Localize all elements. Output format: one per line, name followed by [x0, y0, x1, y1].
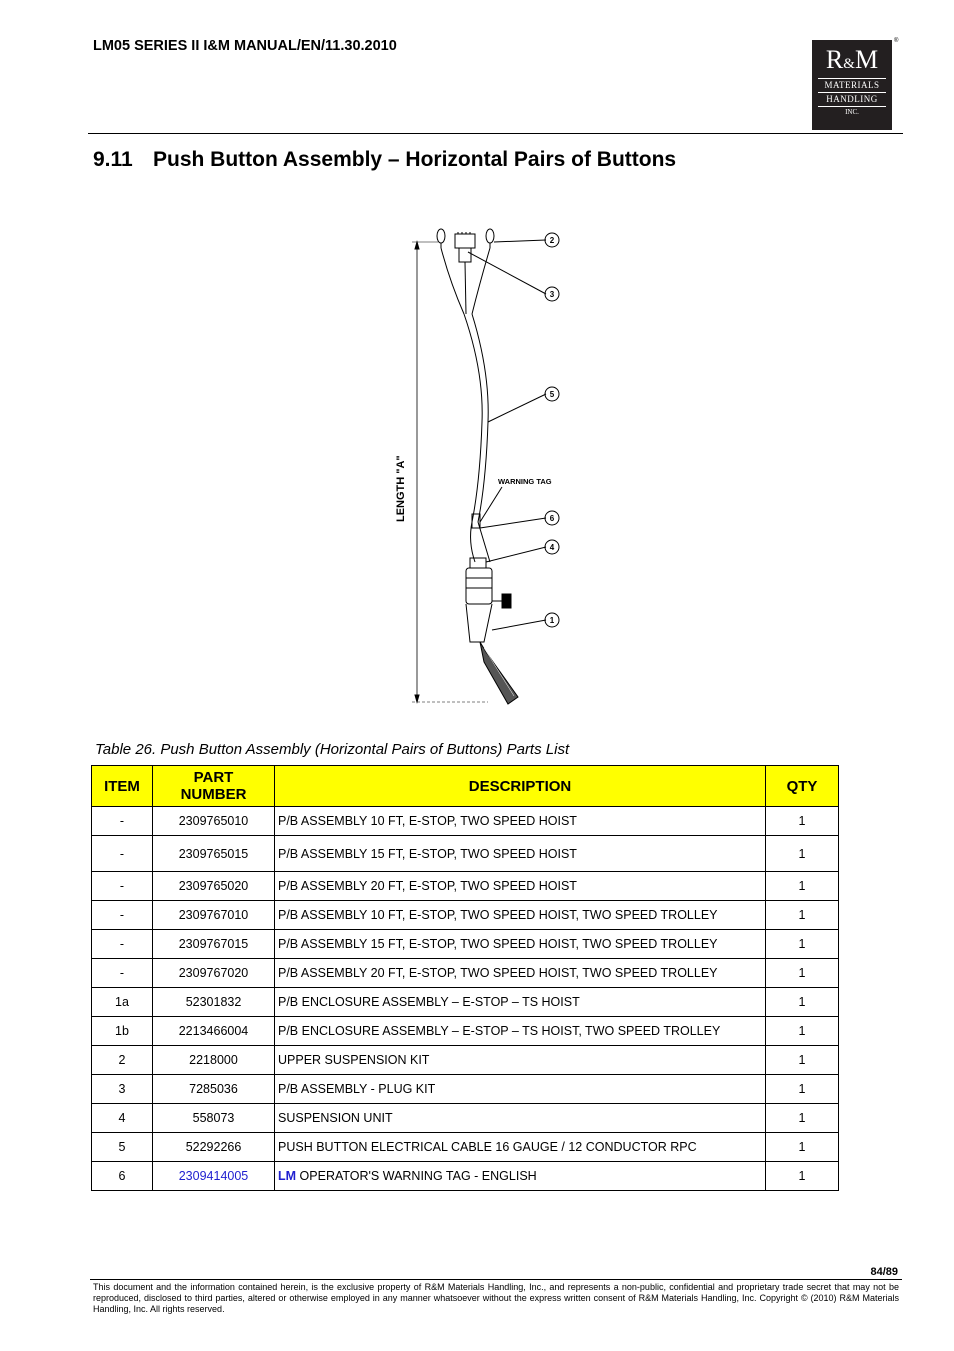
header-divider	[88, 133, 903, 134]
cell-description	[275, 959, 766, 988]
cell-part-number: 2309414005	[153, 1162, 275, 1191]
cell-part-number: 2309767010	[153, 901, 275, 930]
cell-description	[275, 872, 766, 901]
cell-qty: 1	[766, 1075, 839, 1104]
table-row	[92, 1075, 839, 1104]
document-header-title: LM05 SERIES II I&M MANUAL/EN/11.30.2010	[93, 38, 397, 54]
section-number: 9.11	[93, 148, 133, 171]
cell-description	[275, 1133, 766, 1162]
table-row	[92, 1046, 839, 1075]
callout-5: 5	[549, 390, 555, 399]
cell-item: 4	[92, 1104, 153, 1133]
description-text: PUSH BUTTON ELECTRICAL CABLE 16 GAUGE / 12 CONDUCTOR RPC	[278, 1140, 697, 1154]
cell-description	[275, 1046, 766, 1075]
cell-description	[275, 1104, 766, 1133]
header-part-number	[153, 766, 275, 807]
cell-part-number: 558073	[153, 1104, 275, 1133]
table-row	[92, 807, 839, 836]
cell-qty: 1	[766, 1017, 839, 1046]
cell-item: 3	[92, 1075, 153, 1104]
table-row	[92, 1017, 839, 1046]
cell-qty: 1	[766, 1162, 839, 1191]
cell-qty: 1	[766, 872, 839, 901]
cell-part-number: 52301832	[153, 988, 275, 1017]
header-qty: QTY	[766, 766, 839, 807]
cell-qty: 1	[766, 959, 839, 988]
cell-qty: 1	[766, 836, 839, 872]
callout-2: 2	[549, 236, 555, 245]
callout-4: 4	[549, 543, 555, 552]
logo-line1: MATERIALS	[824, 80, 880, 90]
table-row	[92, 836, 839, 872]
company-logo	[812, 40, 892, 130]
description-text: P/B ASSEMBLY 15 FT, E-STOP, TWO SPEED HOIST, TWO SPEED TROLLEY	[278, 937, 718, 951]
logo-line2: HANDLING	[826, 94, 878, 104]
table-header-row	[92, 766, 839, 807]
cell-qty: 1	[766, 1046, 839, 1075]
table-caption: Table 26. Push Button Assembly (Horizontal Pairs of Buttons) Parts List	[95, 741, 570, 758]
callout-1: 1	[549, 616, 555, 625]
cell-description	[275, 930, 766, 959]
parts-table-body	[92, 807, 839, 1191]
cell-qty: 1	[766, 988, 839, 1017]
cell-description	[275, 988, 766, 1017]
header-item: ITEM	[92, 766, 153, 807]
description-text: UPPER SUSPENSION KIT	[278, 1053, 430, 1067]
cell-qty: 1	[766, 1133, 839, 1162]
length-label: LENGTH "A"	[395, 455, 407, 522]
cell-description	[275, 1017, 766, 1046]
description-text: P/B ENCLOSURE ASSEMBLY – E-STOP – TS HOIST, TWO SPEED TROLLEY	[278, 1024, 721, 1038]
parts-list-table	[91, 765, 839, 1191]
cell-item: 1b	[92, 1017, 153, 1046]
cell-qty: 1	[766, 1104, 839, 1133]
table-row	[92, 930, 839, 959]
cell-part-number: 7285036	[153, 1075, 275, 1104]
description-text: P/B ASSEMBLY 10 FT, E-STOP, TWO SPEED HOIST, TWO SPEED TROLLEY	[278, 908, 718, 922]
cell-item: 1a	[92, 988, 153, 1017]
cell-part-number: 2309765020	[153, 872, 275, 901]
registered-mark: ®	[894, 38, 899, 44]
cell-description	[275, 807, 766, 836]
cell-part-number: 2218000	[153, 1046, 275, 1075]
footer-divider	[90, 1279, 902, 1280]
header-part-line2: NUMBER	[180, 786, 247, 803]
cell-item: 6	[92, 1162, 153, 1191]
cell-part-number: 2309765010	[153, 807, 275, 836]
description-text: P/B ENCLOSURE ASSEMBLY – E-STOP – TS HOIST	[278, 995, 580, 1009]
cell-part-number: 2309767015	[153, 930, 275, 959]
header-description: DESCRIPTION	[275, 766, 766, 807]
callout-6: 6	[549, 514, 555, 523]
callout-3: 3	[549, 290, 555, 299]
description-text: P/B ASSEMBLY 15 FT, E-STOP, TWO SPEED HOIST	[278, 846, 577, 861]
table-row	[92, 1133, 839, 1162]
description-text: P/B ASSEMBLY - PLUG KIT	[278, 1082, 436, 1096]
cell-qty: 1	[766, 807, 839, 836]
cell-part-number: 52292266	[153, 1133, 275, 1162]
table-row	[92, 1104, 839, 1133]
header-part-line1: PART	[193, 769, 234, 786]
page-number: 84/89	[870, 1266, 898, 1278]
description-text: P/B ASSEMBLY 10 FT, E-STOP, TWO SPEED HOIST	[278, 814, 577, 828]
cell-description	[275, 901, 766, 930]
confidentiality-notice: This document and the information contained herein, is the exclusive property of R&M Materials Handling, Inc., and represents a non-public, confidential and proprietary trade secret that may not be reproduced, disclosed to third parties, altered or otherwise employed in any manner whatsoever without the express written consent of R&M Materials Handling, Inc. Copyright © (2010) R&M Materials Handling, Inc. All rights reserved.	[93, 1282, 899, 1314]
cell-description	[275, 836, 766, 872]
table-row	[92, 1162, 839, 1191]
cell-description	[275, 1075, 766, 1104]
description-text: SUSPENSION UNIT	[278, 1111, 393, 1125]
description-text: P/B ASSEMBLY 20 FT, E-STOP, TWO SPEED HOIST	[278, 879, 577, 893]
cell-part-number: 2309765015	[153, 836, 275, 872]
warning-tag-label: WARNING TAG	[498, 477, 552, 486]
cell-item: 5	[92, 1133, 153, 1162]
push-button-assembly-drawing	[380, 222, 580, 717]
description-text: OPERATOR'S WARNING TAG - ENGLISH	[299, 1169, 537, 1183]
cell-part-number: 2213466004	[153, 1017, 275, 1046]
brand-prefix: LM	[278, 1169, 297, 1183]
table-row	[92, 872, 839, 901]
cell-description	[275, 1162, 766, 1191]
section-title: Push Button Assembly – Horizontal Pairs of Buttons	[153, 148, 677, 171]
cell-part-number: 2309767020	[153, 959, 275, 988]
cell-item: -	[92, 901, 153, 930]
cell-qty: 1	[766, 901, 839, 930]
cell-item: 2	[92, 1046, 153, 1075]
description-text: P/B ASSEMBLY 20 FT, E-STOP, TWO SPEED HOIST, TWO SPEED TROLLEY	[278, 966, 718, 980]
cell-item: -	[92, 930, 153, 959]
logo-letters: R&M	[825, 45, 879, 74]
table-row	[92, 901, 839, 930]
cell-item: -	[92, 807, 153, 836]
table-row	[92, 959, 839, 988]
cell-item: -	[92, 836, 153, 872]
cell-item: -	[92, 872, 153, 901]
section-heading	[93, 148, 676, 172]
table-row	[92, 988, 839, 1017]
cell-qty: 1	[766, 930, 839, 959]
cell-item: -	[92, 959, 153, 988]
logo-line3: INC.	[845, 108, 859, 116]
